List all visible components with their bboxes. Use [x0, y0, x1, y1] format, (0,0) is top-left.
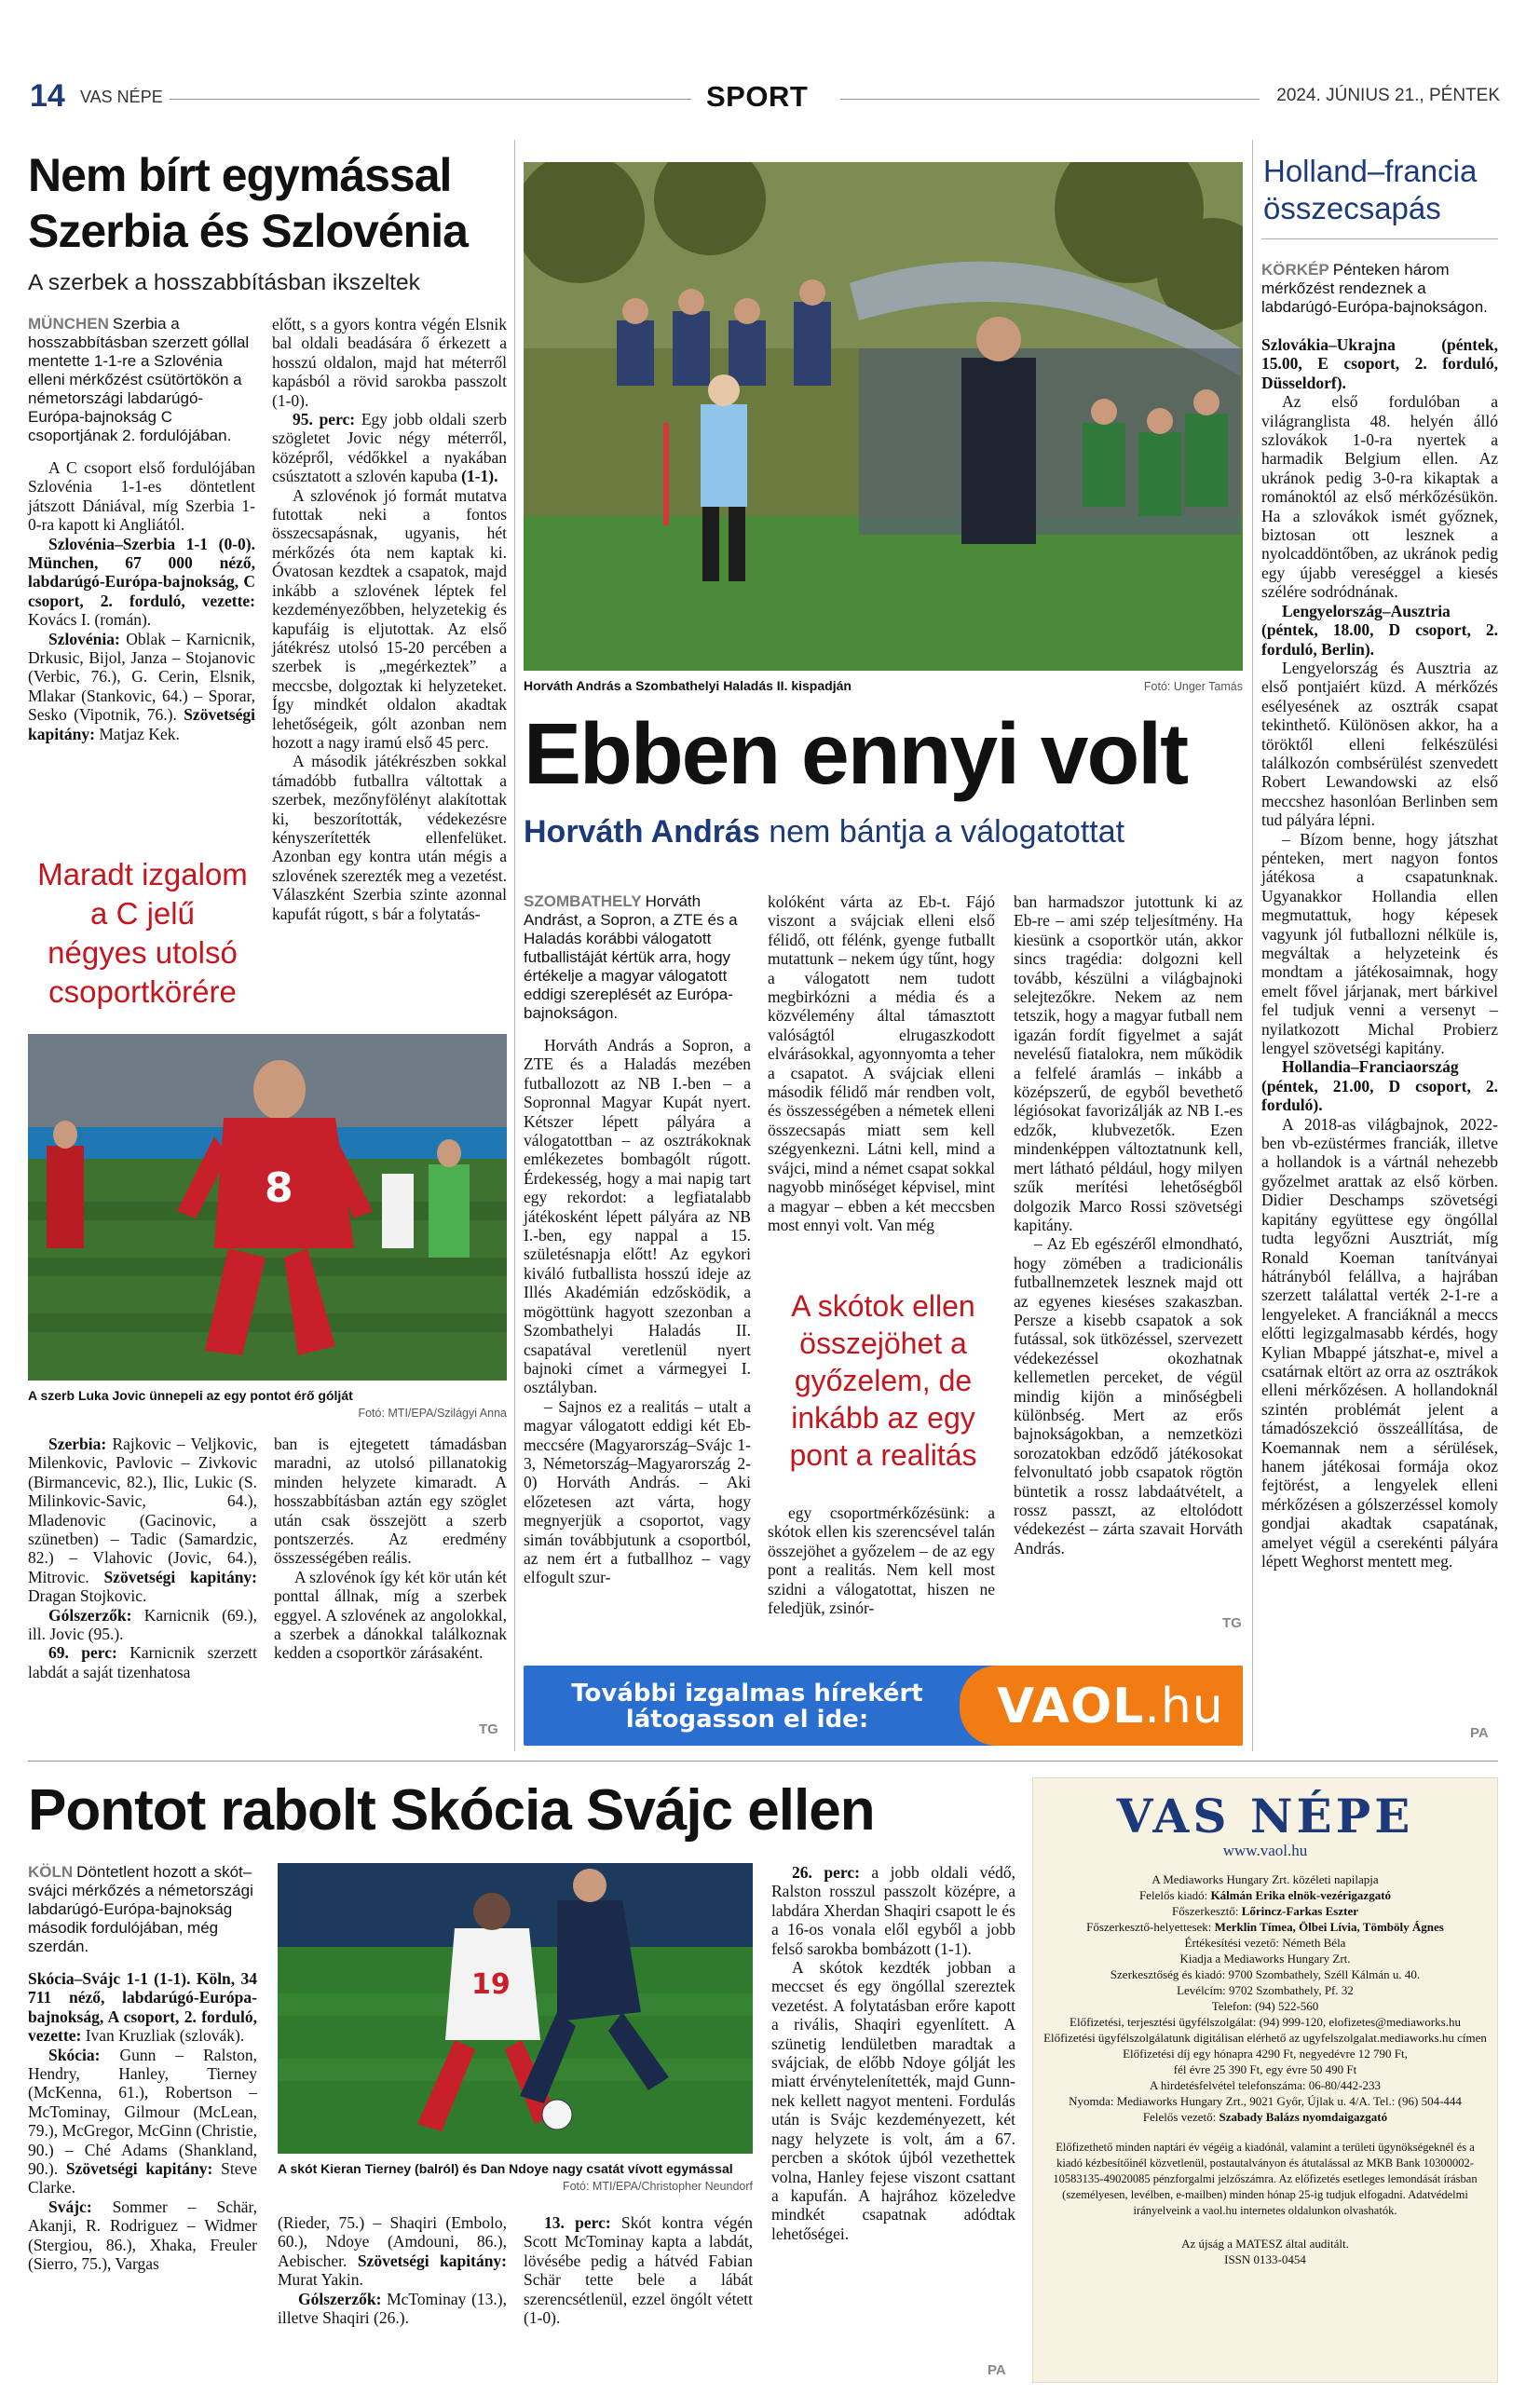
- serbia-photo-caption: A szerb Luka Jovic ünnepeli az egy pontot érő gólját: [28, 1388, 353, 1403]
- imprint-line: Nyomda: Mediaworks Hungary Zrt., 9021 Győr, Újlak u. 4/A. Tel.: (96) 504-444: [1069, 2094, 1462, 2108]
- serbia-col1: MÜNCHEN Szerbia a hosszabbításban szerzett góllal mentette 1-1-re a Szlovénia elleni mérkőzést csütörtökön a németországi labdarúgó-Európa-bajnokság C csoportjának 2. fordulójában. A C csoport első fordulójában Szlovénia 1-1-es döntetlent játszott Dániával, míg Szerbia 1-0-ra kapott ki Angliától. Szlovénia–Szerbia 1-1 (0-0). München, 67 000 néző, labdarúgó-Európa-bajnokság, C csoport, 2. forduló, vezette: Kovács I. (román). Szlovénia: Oblak – Karnicnik, Drkusic, Bijol, Janza – Stojanovic (Verbic, 76.), G. Cerin, Elsnik, Mlakar (Stankovic, 64.) – Sporar, Sesko (Vipotnik, 76.). Szövetségi kapitány: Matjaz Kek.: [28, 315, 255, 743]
- scotland-col4: 26. perc: a jobb oldali védő, Ralston rosszul passzolt középre, a labdára Xherdan Shaqiri csapott le és a 16-os vonala elől egyből a jobb felső sarokba bombázott (1-1). A skótok kezdték jobban a meccset és egy öngóllal szereztek vezetést. A folytatásban erőre kapott a rivális, Shaqiri egyenlített. A szünetig lendületben maradtak a svájciak, de előbb Ndoye gólját les miatt érvénytelenítették, majd Gunn-nek kellett nagyot menteni. Fordulás után is Svájc kezdeményezett, két nagy helyzete is volt, ám a 67. percben a skótok újból vezethettek volna, Hanley fejese viszont csattant a kapufán. A hajrához közeledve mindkét csapatnak adódtak lehetőségei.: [771, 1863, 1015, 2243]
- imprint-line: Telefon: (94) 522-560: [1211, 1999, 1319, 2013]
- holland-lead: KÖRKÉP Pénteken három mérkőzést rendeznek a labdarúgó-Európa-bajnokságon.: [1261, 261, 1488, 316]
- scotland-col1: KÖLN Döntetlent hozott a skót–svájci mérkőzés a németországi labdarúgó-Európa-bajnokság második fordulójában, még szerdán. Skócia–Svájc 1-1 (1-1). Köln, 34 711 néző, labdarúgó-Európa-bajnokság, A csoport, 2. forduló, vezette: Ivan Kruzliak (szlovák). Skócia: Gunn – Ralston, Hendry, Hanley, Tierney (McKenna, 61.), Robertson – McTominay, Gilmour (McLean, 79.), McGregor, McGinn (Christie, 90.) – Ché Adams (Shankland, 90.). Szövetségi kapitány: Steve Clarke. Svájc: Sommer – Schär, Akanji, R. Rodriguez – Widmer (Stergiou, 86.), Xhaka, Freuler (Sierro, 75.), Vargas: [28, 1863, 257, 2274]
- scotland-photo-credit: Fotó: MTI/EPA/Christopher Neundorf: [562, 2180, 753, 2193]
- scotland-article: [28, 1775, 1015, 2390]
- scotland-photo-illustration: [278, 1863, 753, 2154]
- imprint-line: fél évre 25 390 Ft, egy évre 50 490 Ft: [1173, 2062, 1357, 2076]
- imprint-url[interactable]: www.vaol.hu: [1222, 1842, 1308, 1859]
- serbia-photo-illustration: [28, 1034, 507, 1381]
- holland-article: [1261, 153, 1498, 1746]
- scotland-photo: [278, 1863, 753, 2154]
- serbia-pull-quote: Maradt izgalom a C jelű négyes utolsó csoportkörére: [37, 857, 248, 1009]
- horvath-col2: kolóként várta az Eb-t. Fájó viszont a svájciak elleni első félidő, ott félénk, gyenge futballt mutattunk – nekem úgy tűnt, hogy a válogatott nem tudott megbirkózni a média és a közvélemény által támasztott valóságtól elrugaszkodott elvárásokkal, agyonnyomta a teher a csapatot. A svájciak elleni második félidő már rendben volt, és összességében a németek elleni összecsapás miatt sem kell szégyenkezni. Látni kell, mind a svájci, mind a német csapat sokkal nagyobb minőséget képvisel, mint a magyar – ebben a két meccsben most ennyi volt. Van még: [768, 892, 995, 1234]
- horvath-photo: [524, 162, 1243, 671]
- scotland-col2: (Rieder, 75.) – Shaqiri (Embolo, 60.), Ndoye (Amdouni, 86.), Aebischer. Szövetségi kapitány: Murat Yakin. Gólszerzők: McTominay (13.), illetve Shaqiri (26.).: [278, 2213, 508, 2328]
- svg-text:19: 19: [471, 1968, 511, 2001]
- horvath-col3: ban harmadszor jutottunk ki az Eb-re – ami szép teljesítmény. Ha kiesünk a csoportkör után, akkor sincs tragédia: dolgozni kell tovább, készülni a világbajnoki selejtezőkre. Nekem az nem tetszik, hogy a magyar futball nem igazán fordít figyelmet a saját nevelésű fiatalokra, nem működik a felfelé áramlás – inkább a középszerű, de egyből bevethető légiósokat favorizálják az NB I.-es edzők, klubvezetők. Ezen mindenképpen változtatnunk kell, mert látható például, hogy milyen szűk merítési lehetőségből dolgozik Marco Rossi szövetségi kapitány. – Az Eb egészéről elmondható, hogy zömében a tradicionális futballnemzetek lesznek majd ott az egyenes kieséses szakaszban. Persze a kisebb csapatok a sok futással, sok ütközéssel, szervezett védekezéssel okozhatnak kellemetlen perceket, de végül mindig kijön a minőségbeli különbség. Mert az erős bajnokságokban, a nemzetközi sorozatokban edződő játékosokat felvonultató jobb csapatok rögtön büntetik a rossz labdaátvételt, a rossz passzt, az eltolódott védekezést – zárta szavait Horváth András.: [1014, 892, 1243, 1558]
- scotland-signature: PA: [988, 2362, 1006, 2378]
- imprint-notice: Előfizethető minden naptári év végéig a kiadónál, valamint a területi ügynökségeknél és a kiadó kézbesítőinél közvetlenül, postautalványon és átutalással az MKB Bank 10300002-10583135-49020085 pénzforgalmi jelzőszámra. Az előfizetés esetleges lemondását írásban (személyesen, levélben, e-mailben) minden hónap 25-ig tudjuk elfogadni. Adatvédelmi irányelveink a vaol.hu internetes oldalunkon olvashatók.: [1053, 2141, 1478, 2217]
- imprint-line: Kiadja a Mediaworks Hungary Zrt.: [1179, 1952, 1351, 1966]
- horvath-headline: Ebben ennyi volt: [524, 705, 1188, 802]
- scotland-col3: 13. perc: Skót kontra végén Scott McTominay kapta a labdát, lövésébe pedig a hátvéd Fabian Schär tette bele a lábát szerencsétlenül, ezzel öngólt vétett (1-0).: [524, 2213, 753, 2328]
- banner-text: További izgalmas hírekért látogasson el ide:: [571, 1680, 923, 1734]
- scotland-photo-caption: A skót Kieran Tierney (balról) és Dan Ndoye nagy csatát vívott egymással: [278, 2161, 733, 2176]
- svg-text:8: 8: [265, 1164, 293, 1212]
- imprint-issn: ISSN 0133-0454: [1224, 2252, 1306, 2266]
- horvath-col1: SZOMBATHELY Horváth Andrást, a Sopron, a ZTE és a Haladás korábbi válogatott futballistáját kértük arra, hogy értékelje a magyar válogatott eddigi szereplését az Európa-bajnokságon. Horváth András a Sopron, a ZTE és a Haladás mezében futballozott az NB I.-ben – a Sopronnal Magyar Kupát nyert. Kétszer lépett pályára a válogatottban – az osztrákoknak emlékezetes bombagólt rúgott. Érdekesség, hogy a mai napig tart egy rekordot: a legfiatalabb játékosként lépett pályára az NB I.-ben, egy nappal a 15. születésnapja előtt! Az egykori kiváló futballista hosszú ideje az Illés Akadémián edzősködik, a mögöttünk hagyott szezonban a Szombathelyi Haladás II. csapatával veretlenül nyert bajnoki címet a vármegyei I. osztályban. – Sajnos ez a realitás – utalt a magyar válogatott eddigi két Eb-meccsére (Magyarország–Svájc 1-3, Németország–Magyarország 2-0) Horváth András. – Aki előzetesen azt várta, hogy megnyerjük a csoportot, vagy simán továbbjutunk a csoportból, az nem ért a futballhoz – vagy elfogult szur-: [524, 892, 751, 1587]
- horvath-lead: SZOMBATHELY Horváth Andrást, a Sopron, a ZTE és a Haladás korábbi válogatott futballistáját kértük arra, hogy értékelje a magyar válogatott eddigi szereplését az Európa-bajnokságon.: [524, 892, 738, 1022]
- imprint-audit: Az újság a MATESZ által auditált.: [1181, 2237, 1349, 2251]
- serbia-article: [28, 147, 507, 1740]
- imprint-line: Felelős kiadó: Kálmán Erika elnök-vezérigazgató: [1138, 1888, 1392, 1902]
- vaol-logo: VAOL.hu: [997, 1679, 1224, 1735]
- imprint-line: Értékesítési vezető: Németh Béla: [1184, 1936, 1346, 1950]
- imprint-line: Szerkesztőség és kiadó: 9700 Szombathely, Széll Kálmán u. 40.: [1110, 1967, 1421, 1981]
- page-number: 14: [30, 78, 65, 114]
- imprint-line: Előfizetési ügyfélszolgálatunk digitálisan elérhető az ugyfelszolgalat.mediaworks.hu címen: [1043, 2031, 1487, 2045]
- horvath-photo-caption: Horváth András a Szombathelyi Haladás II. kispadján: [524, 678, 852, 693]
- issue-date: 2024. JÚNIUS 21., PÉNTEK: [1276, 86, 1500, 105]
- horvath-subtitle: Horváth András nem bántja a válogatottat: [524, 814, 1125, 850]
- horvath-photo-credit: Fotó: Unger Tamás: [1143, 680, 1243, 693]
- imprint-line: Főszerkesztő-helyettesek: Merklin Tímea, Ölbei Lívia, Tömböly Ágnes: [1086, 1920, 1444, 1934]
- serbia-lead: MÜNCHEN Szerbia a hosszabbításban szerzett góllal mentette 1-1-re a Szlovénia elleni mérkőzést csütörtökön a németországi labdarúgó-Európa-bajnokság C csoportjának 2. fordulójában.: [28, 315, 250, 444]
- serbia-headline: Nem bírt egymással Szerbia és Szlovénia: [28, 149, 468, 257]
- holland-headline: Holland–francia összecsapás: [1263, 154, 1478, 225]
- imprint-line: Levélcím: 9702 Szombathely, Pf. 32: [1177, 1983, 1354, 1997]
- serbia-signature: TG: [479, 1721, 498, 1737]
- horvath-pull-quote: A skótok ellen összejöhet a győzelem, de inkább az egy pont a realitás: [789, 1289, 977, 1472]
- imprint-line: Előfizetési díj egy hónapra 4290 Ft, negyedévre 12 790 Ft,: [1123, 2047, 1408, 2061]
- serbia-bottom-col2: ban is ejtegetett támadásban maradni, az utolsó pillanatokig minden helyzete kimaradt. A hosszabbításban aztán egy szöglet után csak összejött a szerb pontszerzés. Az eredmény összességében reális. A szlovénok így két kör után két ponttal állnak, míg a szerbek eggyel. A szlovének az angolokkal, a szerbek a dánokkal találkoznak kedden a csoportkör zárásaként.: [274, 1435, 507, 1663]
- imprint-masthead: VAS NÉPE: [1116, 1789, 1414, 1843]
- horvath-signature: TG: [1222, 1615, 1242, 1631]
- serbia-photo-credit: Fotó: MTI/EPA/Szilágyi Anna: [358, 1407, 507, 1420]
- imprint-line: Felelős vezető: Szabady Balázs nyomdaigazgató: [1142, 2110, 1388, 2124]
- imprint-line: A hirdetésfelvétel telefonszáma: 06-80/442-233: [1149, 2078, 1381, 2092]
- serbia-photo: [28, 1034, 507, 1381]
- scotland-lead: KÖLN Döntetlent hozott a skót–svájci mérkőzés a németországi labdarúgó-Európa-bajnokság második fordulójában, még szerdán.: [28, 1863, 253, 1955]
- imprint-lines: [1042, 1871, 1488, 2125]
- vaol-banner[interactable]: [524, 1666, 1243, 1746]
- scotland-headline: Pontot rabolt Skócia Svájc ellen: [28, 1778, 875, 1843]
- banner-brand[interactable]: [960, 1666, 1243, 1746]
- imprint-line: A Mediaworks Hungary Zrt. közéleti napilapja: [1151, 1872, 1379, 1886]
- serbia-bottom-col1: Szerbia: Rajkovic – Veljkovic, Milenkovic, Pavlovic – Zivkovic (Birmancevic, 82.), Ilic, Lukic (S. Milinkovic-Savic, 64.), Mladenovic (Gacinovic, a szünetben) – Tadic (Samardzic, 82.) – Vlahovic (Jovic, 64.), Mitrovic. Szövetségi kapitány: Dragan Stojkovic. Gólszerzők: Karnicnik (69.), ill. Jovic (95.). 69. perc: Karnicnik szerzett labdát a saját tizenhatosa: [28, 1435, 257, 1681]
- horvath-col2-bottom: egy csoportmérkőzésünk: a skótok ellen kis szerencsével talán összejöhet a győzelem – de az egy pont a realitás. Nem kell most szidni a válogatottat, hiszen ne feledjük, zsinór-: [768, 1503, 995, 1618]
- horvath-article: [524, 162, 1243, 1746]
- holland-signature: PA: [1470, 1725, 1489, 1741]
- imprint-box: [1032, 1777, 1498, 2383]
- page-header: [28, 76, 1500, 114]
- section-title: SPORT: [706, 80, 809, 113]
- imprint-line: Előfizetési, terjesztési ügyfélszolgálat: (94) 999-120, elofizetes@mediaworks.hu: [1070, 2015, 1461, 2029]
- horvath-photo-illustration: [524, 162, 1243, 671]
- serbia-subtitle: A szerbek a hosszabbításban ikszeltek: [28, 270, 420, 295]
- imprint-line: Főszerkesztő: Lőrincz-Farkas Eszter: [1171, 1904, 1358, 1918]
- serbia-col2: előtt, s a gyors kontra végén Elsnik bal oldali beadására ő érkezett a hosszú oldalon, majd hat méterről kapásból a rövid sarokba passzolt (1-0). 95. perc: Egy jobb oldali szerb szögletet Jovic négy méterről, középről, védőkkel a nyakában csúsztatott a szlovén kapuba (1-1). A szlovénok jó formát mutatva futottak neki a fontos összecsapásnak, ugyanis, hét mérkőzés óta nem kaptak ki. Óvatosan kezdtek a csapatok, majd inkább a szlovének léptek fel kezdeményezőbben, helyzetekig és kapufáig is eljutottak. Az első játékrész utolsó 15-20 percében a szerbek is „megérkeztek” a meccsbe, dolgoztak ki helyzeteket. Így mindkét oldalon akadtak lehetőségeik, gólt azonban nem hozott a nagy iramú első 45 perc. A második játékrészben sokkal támadóbb futballra váltottak a szerbek, mezőnyfölényt alakítottak ki, beszorították, védekezésre kényszerítették ellenfelüket. Azonban egy kontra után mégis a szlovének szerezték meg a vezetést. Válaszként Szerbia szinte azonnal kapufát rúgott, s bár a folytatás-: [272, 315, 508, 923]
- paper-name: VAS NÉPE: [80, 88, 163, 106]
- holland-body: KÖRKÉP Pénteken három mérkőzést rendeznek a labdarúgó-Európa-bajnokságon. Szlovákia–Ukrajna (péntek, 15.00, E csoport, 2. forduló, Düsseldorf). Az első fordulóban a világranglista 48. helyén álló szlovákok 1-0-ra nyertek a harmadik Belgium ellen. Az ukránok pedig 3-0-ra kikaptak a románoktól az első mérkőzésükön. Ha a szlovákok ismét győznek, biztosan ott lesznek a nyolcaddöntőben, az ukránok pedig egy újabb vereséggel a kiesés szélére sodródnának. Lengyelország–Ausztria (péntek, 18.00, D csoport, 2. forduló, Berlin). Lengyelország és Ausztria az első pontjaiért küzd. A mérkőzés esélyesének az osztrák csapat tekinthető. Különösen akkor, ha a töröktől elleni felkészülési találkozón combsérülést szenvedett Robert Lewandowski az első meccshez hasonlóan Berlinben sem tud pályára lépni. – Bízom benne, hogy játszhat pénteken, mert nagyon fontos játékosa a csapatunknak. Ugyanakkor Hollandia ellen megmutattuk, hogy képesek vagyunk jól futballozni nélküle is, megváltak a helyzeteink és mondtam a játékosaimnak, hogy emelt fővel járjanak, mert bárkivel fel tudjuk venni a versenyt – nyilatkozott Michal Probierz lengyel szövetségi kapitány. Hollandia–Franciaország (péntek, 21.00, D csoport, 2. forduló). A 2018-as világbajnok, 2022-ben vb-ezüstérmes franciák, illetve a hollandok is a vártnál nehezebb győzelmet arattak az első körben. Didier Deschamps szövetségi kapitány együttese egy öngóllal tudta legyőzni Ausztriát, míg Ronald Koeman tanítványai hátrányból felállva, a hajrában szerzett találattal verték 2-1-re a lengyeleket. A franciáknál a meccs előtti legizgalmasabb kérdés, hogy Kylian Mbappé játszhat-e, mivel a csatárnak eltört az orra az osztrákok elleni mérkőzésen. A hollandoknál szintén problémát jelent a támadószekció összeállítása, de Koemannak nem a sérülések, hanem játékosai formája okoz fejtörést, a lengyelek elleni mérkőzésen a gólszerzéssel komoly gondjai akadtak csapatának, amelyet végül a cserekénti pályára lépett Weghorst mentett meg.: [1261, 261, 1498, 1571]
